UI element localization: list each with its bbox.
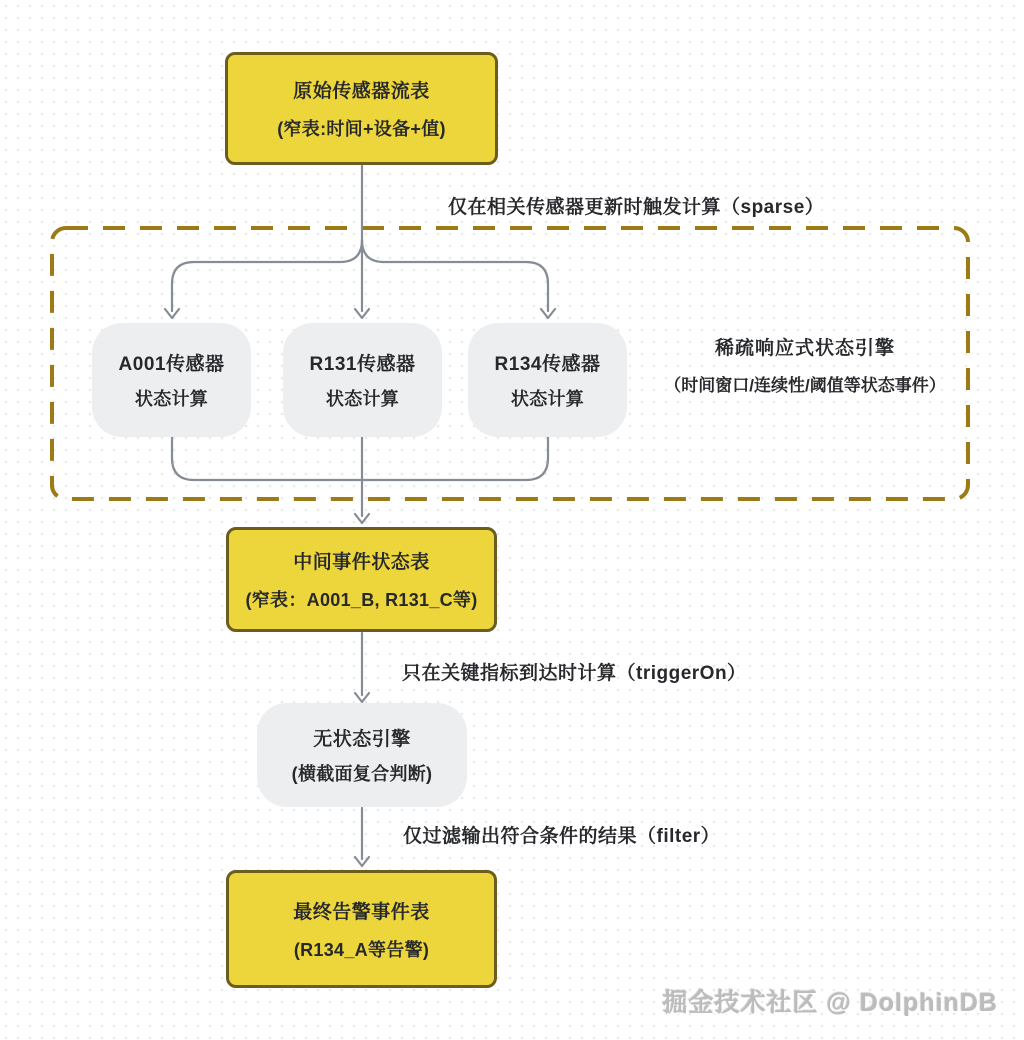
node-title: 原始传感器流表 (293, 81, 430, 102)
node-subtitle: (横截面复合判断) (291, 764, 433, 784)
node-source-stream-table (225, 52, 498, 165)
node-subtitle: (窄表：A001_B, R131_C等) (245, 590, 478, 610)
edge-source-to-r134 (362, 240, 548, 311)
node-sensor-r134 (468, 323, 627, 437)
node-subtitle: 状态计算 (325, 389, 400, 409)
node-title: R134传感器 (494, 354, 601, 375)
node-title: 最终告警事件表 (293, 901, 430, 923)
watermark-text: 掘金技术社区 @ DolphinDB (662, 989, 998, 1017)
edge-source-to-a001 (172, 240, 362, 311)
engine-note-title: 稀疏响应式状态引擎 (714, 338, 895, 359)
node-alert-event-table (226, 870, 497, 988)
edge-label-filter: 仅过滤输出符合条件的结果（filter） (403, 826, 721, 847)
node-subtitle: (R134_A等告警) (293, 939, 430, 960)
sparse-engine-note (652, 333, 958, 396)
node-title: R131传感器 (309, 354, 416, 375)
edge-a001-to-intermediate (172, 437, 362, 480)
edge-r134-to-intermediate (362, 437, 548, 480)
node-title: A001传感器 (118, 354, 225, 375)
node-subtitle: (窄表:时间+设备+值) (277, 119, 446, 139)
node-subtitle: 状态计算 (134, 389, 209, 409)
edge-label-trigger-on: 只在关键指标到达时计算（triggerOn） (402, 663, 747, 684)
node-sensor-r131 (283, 323, 442, 437)
edge-label-sparse: 仅在相关传感器更新时触发计算（sparse） (448, 197, 825, 218)
node-subtitle: 状态计算 (510, 389, 585, 409)
node-title: 中间事件状态表 (293, 552, 430, 573)
node-stateless-engine (257, 703, 467, 807)
engine-note-subtitle: （时间窗口/连续性/阈值等状态事件） (664, 376, 946, 395)
node-title: 无状态引擎 (313, 729, 411, 750)
node-sensor-a001 (92, 323, 251, 437)
node-intermediate-state-table (226, 527, 497, 632)
